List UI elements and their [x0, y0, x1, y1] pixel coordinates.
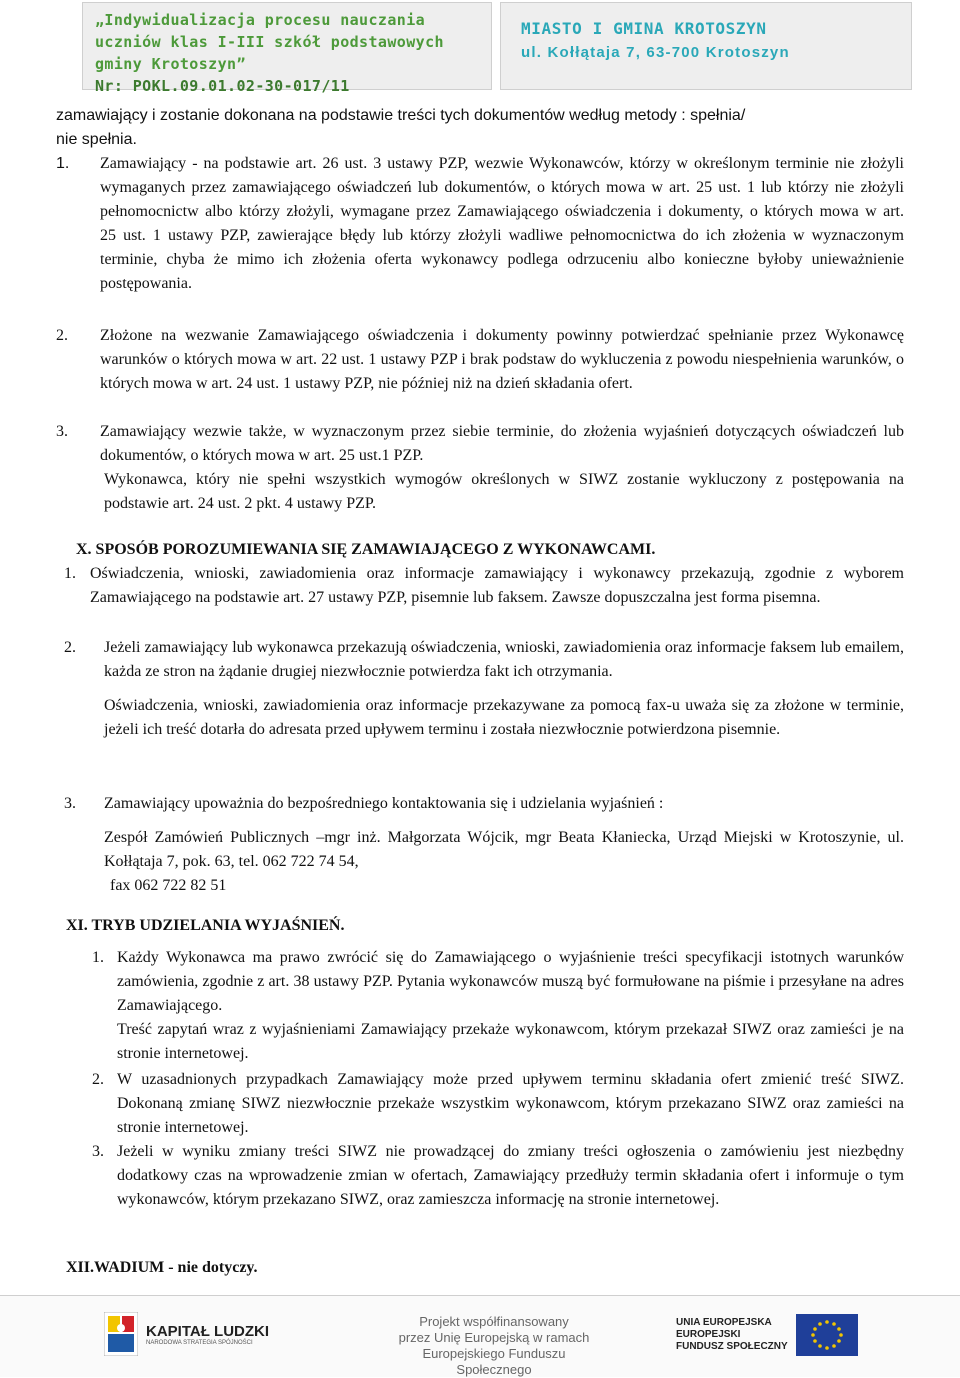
list-item-number: 2. — [56, 327, 68, 344]
list-item-number: 3. — [64, 795, 76, 812]
list-item — [56, 1140, 904, 1212]
list-item — [56, 1068, 904, 1140]
list-item-text: Oświadczenia, wnioski, zawiadomienia oraz informacje zamawiający i wykonawcy przekazują, zgodnie z wyborem Zamawiającego na podstawie art. 27 ustawy PZP, pisemnie lub faksem. Zawsze dopuszczalna jest forma pisemna. — [90, 565, 904, 606]
list-item-text: Jeżeli w wyniku zmiany treści SIWZ nie prowadzącej do zmiany treści ogłoszenia o zamówieniu jest niezbędny dodatkowy czas na wprowadzenie zmian w ofertach, Zamawiający przedłuży termin składania ofert i informuje o tym wykonawców, którym przekazano SIWZ, oraz zamieszcza informację na stronie internetowej. — [117, 1143, 904, 1208]
header-project-box — [82, 2, 492, 95]
section-heading: XI. TRYB UDZIELANIA WYJAŚNIEŃ. — [66, 917, 345, 934]
kapital-ludzki-subtitle: NARODOWA STRATEGIA SPÓJNOŚCI — [146, 1339, 253, 1346]
list-item-extra: fax 062 722 82 51 — [110, 877, 227, 894]
cofinancing-line: Europejskiego Funduszu Społecznego — [422, 1346, 566, 1377]
kapital-ludzki-logo — [104, 1312, 269, 1356]
list-item-number: 1. — [64, 565, 76, 582]
list-item-number: 1. — [92, 949, 104, 966]
list-item-text: Każdy Wykonawca ma prawo zwrócić się do Zamawiającego o wyjaśnienie treści specyfikacji istotnych warunków zamówienia, zgodnie z art. 38 ustawy PZP. Pytania wykonawców muszą być formułowane na piśmie i przesyłane na adres Zamawiającego. — [117, 949, 904, 1014]
list-item-extra: Wykonawca, który nie spełni wszystkich wymogów określonych w SIWZ zostanie wykluczony z postępowania na podstawie art. 24 ust. 2 pkt. 4 ustawy PZP. — [104, 471, 904, 512]
kapital-ludzki-emblem-icon — [104, 1312, 138, 1356]
intro-line: nie spełnia. — [56, 131, 137, 148]
eu-flag-icon — [796, 1314, 858, 1356]
list-item-text: Zamawiający upoważnia do bezpośredniego kontaktowania się i udzielania wyjaśnień : — [104, 795, 664, 812]
section-heading: XII.WADIUM - nie dotyczy. — [66, 1259, 258, 1276]
list-item-number: 3. — [56, 423, 68, 440]
header-project-line: uczniów klas I-III szkół podstawowych — [95, 33, 444, 51]
header-project-number: Nr: POKL.09.01.02-30-017/11 — [95, 77, 350, 95]
list-item-text: Zamawiający wezwie także, w wyznaczonym przez siebie terminie, do złożenia wyjaśnień dotyczących oświadczeń lub dokumentów, o których mowa w art. 25 ust.1 PZP. — [100, 423, 904, 464]
list-item-number: 3. — [92, 1143, 104, 1160]
list-item-extra: Zespół Zamówień Publicznych –mgr inż. Małgorzata Wójcik, mgr Beata Kłaniecka, Urząd Miejski w Krotoszynie, ul. Kołłątaja 7, pok. 63, tel. 062 722 74 54, — [104, 829, 904, 870]
header-project-line: „Indywidualizacja procesu nauczania — [95, 11, 426, 29]
list-item — [56, 792, 904, 898]
list-item-extra: Oświadczenia, wnioski, zawiadomienia oraz informacje przekazywane za pomocą fax-u uważa się za złożone w terminie, jeżeli ich treść dotarła do adresata przed upływem terminu i została niezwłocznie potwierdzona pisemnie. — [104, 697, 904, 738]
eu-line: EUROPEJSKI — [676, 1329, 741, 1340]
intro-line: zamawiający i zostanie dokonana na podstawie treści tych dokumentów według metody : spełnia/ — [56, 107, 746, 124]
list-item-number: 1. — [56, 155, 70, 172]
list-item-text: Złożone na wezwanie Zamawiającego oświadczenia i dokumenty powinny potwierdzać spełnianie przez Wykonawcę warunków o których mowa w art. 22 ust. 1 ustawy PZP i brak podstaw do wykluczenia z powodu niespełnienia warunków, o których mowa w art. 24 ust. 1 ustawy PZP, nie później niż na dzień składania ofert. — [100, 327, 904, 392]
cofinancing-note — [394, 1314, 594, 1378]
list-item-text: Jeżeli zamawiający lub wykonawca przekazują oświadczenia, wnioski, zawiadomienia oraz informacje faksem lub emailem, każda ze stron na żądanie drugiej niezwłocznie potwierdza fakt ich otrzymania. — [104, 639, 904, 680]
section-heading: X. SPOSÓB POROZUMIEWANIA SIĘ ZAMAWIAJĄCEGO Z WYKONAWCAMI. — [76, 541, 656, 558]
list-item-text: W uzasadnionych przypadkach Zamawiający może przed upływem terminu składania ofert zmienić treść SIWZ. Dokonaną zmianę SIWZ niezwłocznie przekaże wszystkim wykonawcom, którym przekazano SIWZ oraz zamieści na stronie internetowej. — [117, 1071, 904, 1136]
list-item — [56, 946, 904, 1066]
header-municipality-box — [500, 2, 912, 90]
list-item — [56, 636, 904, 742]
footer-logos — [0, 1295, 960, 1377]
list-item — [56, 562, 904, 610]
list-item — [56, 152, 904, 296]
list-item-extra: Treść zapytań wraz z wyjaśnieniami Zamawiający przekaże wykonawcom, którym przekazał SIWZ oraz zamieści je na stronie internetowej. — [117, 1021, 904, 1062]
eu-logo — [676, 1314, 858, 1356]
list-item-text: Zamawiający - na podstawie art. 26 ust. 3 ustawy PZP, wezwie Wykonawców, którzy w określonym terminie nie złożyli wymaganych przez zamawiającego oświadczeń lub dokumentów, o których mowa w art. 25 ust. 1 lub którzy nie złożyli pełnomocnictw albo którzy złożyli, wymagane przez Zamawiającego oświadczenia i dokumenty, o których mowa w art. 25 ust. 1 ustawy PZP, zawierające błędy lub którzy złożyli wadliwe pełnomocnictwa do ich złożenia w wyznaczonym terminie, chyba że mimo ich złożenia oferta wykonawcy podlega odrzuceniu albo konieczne byłoby unieważnienie postępowania. — [100, 155, 904, 292]
list-item — [56, 324, 904, 396]
header-project-line: gminy Krotoszyn” — [95, 55, 246, 73]
cofinancing-line: przez Unię Europejską w ramach — [398, 1330, 590, 1345]
list-item-number: 2. — [64, 639, 76, 656]
eu-line: UNIA EUROPEJSKA — [676, 1317, 772, 1328]
eu-line: FUNDUSZ SPOŁECZNY — [676, 1341, 788, 1352]
list-item — [56, 420, 904, 516]
list-item-number: 2. — [92, 1071, 104, 1088]
header-municipality-address: ul. Kołłątaja 7, 63-700 Krotoszyn — [521, 44, 790, 61]
kapital-ludzki-title: KAPITAŁ LUDZKI — [146, 1322, 270, 1340]
intro-paragraph — [56, 104, 904, 152]
cofinancing-line: Projekt współfinansowany — [419, 1314, 569, 1329]
header-municipality-name: MIASTO I GMINA KROTOSZYN — [521, 19, 767, 38]
